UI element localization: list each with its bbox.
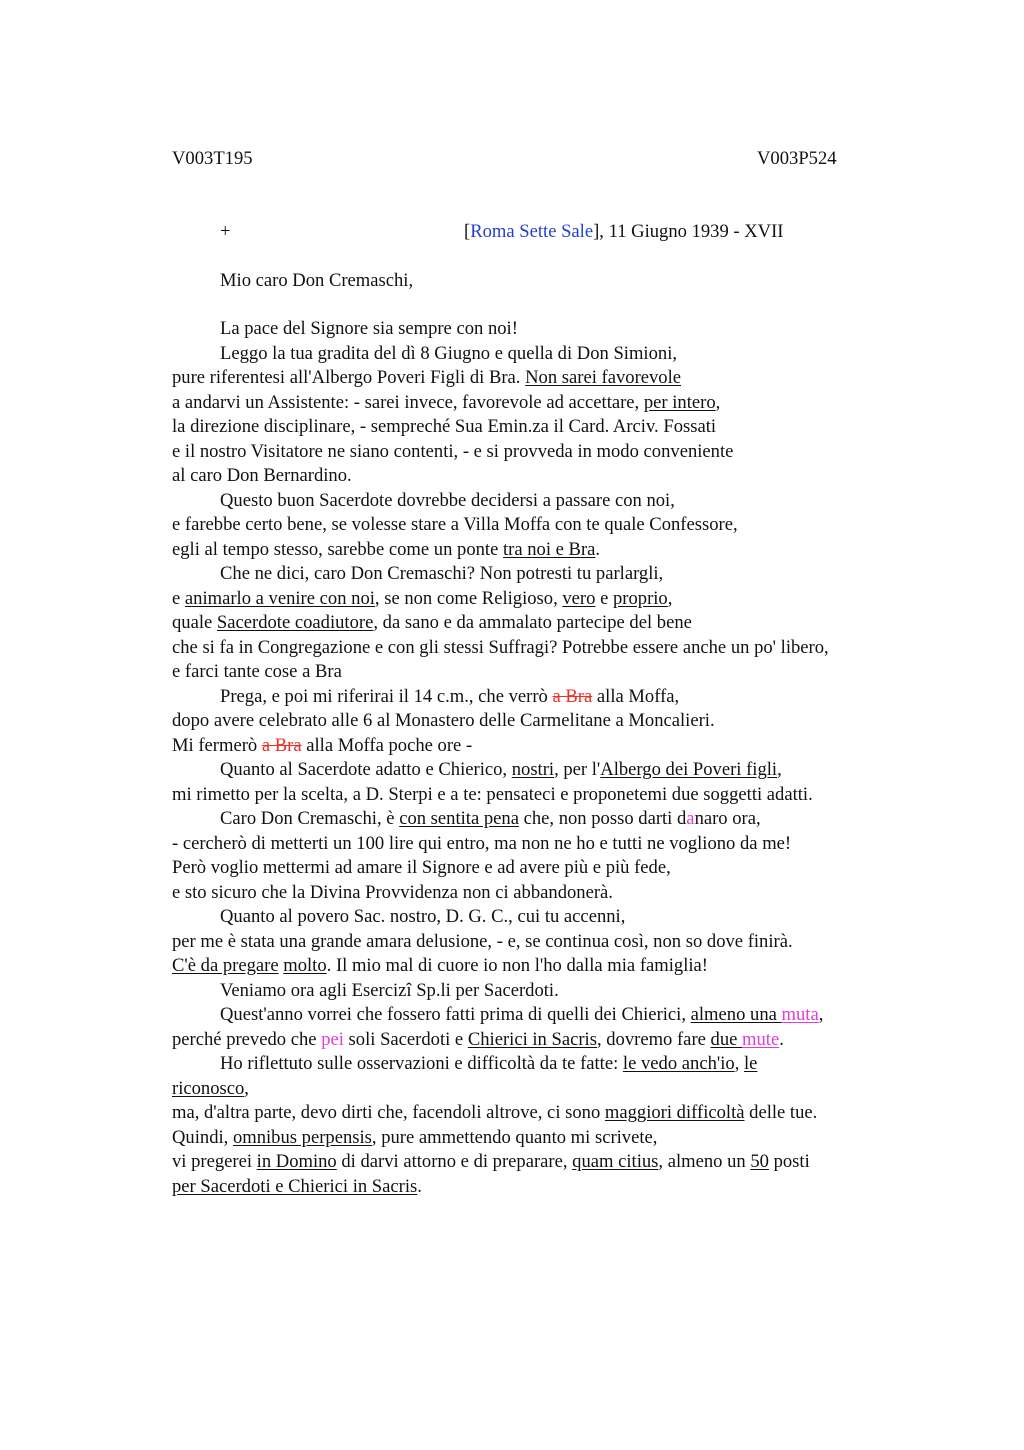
letter-line: dopo avere celebrato alle 6 al Monastero delle Carmelitane a Moncalieri. [172,710,715,731]
letter-line: Quanto al povero Sac. nostro, D. G. C., cui tu accenni, [220,906,626,927]
underlined-text: Chierici in Sacris [467,1029,597,1050]
letter-line [172,1101,817,1125]
letter-line: Che ne dici, caro Don Cremaschi? Non potresti tu parlargli, [220,563,664,584]
underlined-text: nostri [511,759,555,780]
letter-line [172,734,472,758]
underlined-text: almeno una [690,1004,782,1025]
text-run: quale [172,612,217,633]
underlined-text: maggiori difficoltà [604,1102,745,1123]
letter-line [172,1126,657,1150]
text-run: Quindi, [172,1127,233,1148]
underlined-text: 50 [750,1151,769,1172]
text-run: e [172,588,185,609]
text-run: pure riferentesi all'Albergo Poveri Figli di Bra. [172,367,526,388]
salutation: Mio caro Don Cremaschi, [220,270,414,291]
letter-line: - cercherò di metterti un 100 lire qui entro, ma non ne ho e tutti ne vogliono da me! [172,833,792,854]
text-run: . [779,1029,784,1050]
letter-line [172,391,720,415]
letter-line [172,1150,810,1174]
text-run: . Il mio mal di cuore io non l'ho dalla mia famiglia! [326,955,708,976]
text-run: alla Moffa poche ore - [301,735,473,756]
underlined-text: Non sarei favorevole [525,367,682,388]
letter-line: e sto sicuro che la Divina Provvidenza non ci abbandonerà. [172,882,613,903]
text-run: Prega, e poi mi riferirai il 14 c.m., che verrò [220,686,553,707]
letter-line [172,1028,784,1052]
letter-line: Leggo la tua gradita del dì 8 Giugno e quella di Don Simioni, [220,343,678,364]
dateline-date: ], 11 Giugno 1939 - XVII [593,221,784,242]
letter-line: per me è stata una grande amara delusione, - e, se continua così, non so dove finirà. [172,931,793,952]
underlined-text: Albergo dei Poveri figli [600,759,778,780]
text-run: Quest'anno vorrei che fossero fatti prima di quelli dei Chierici, [220,1004,691,1025]
underlined-text: per intero [643,392,716,413]
text-run: , [244,1078,249,1099]
letter-line: la direzione disciplinare, - sempreché Sua Emin.za il Card. Arciv. Fossati [172,416,717,437]
text-run: che, non posso darti d [518,808,687,829]
letter-line [220,758,782,782]
letter-line: Però voglio mettermi ad amare il Signore e ad avere più e più fede, [172,857,671,878]
underlined-text: quam citius [572,1151,659,1172]
letter-line: La pace del Signore sia sempre con noi! [220,318,518,339]
text-run: Quanto al Sacerdote adatto e Chierico, [220,759,512,780]
underlined-text: C'è da pregare [172,955,279,976]
text-run: . [417,1176,422,1197]
underlined-text: vero [562,588,596,609]
text-run: Mi fermerò [172,735,262,756]
letter-line [172,538,600,562]
text-run: naro ora, [694,808,761,829]
letter-line [220,1052,757,1076]
underlined-text: tra noi e Bra [502,539,596,560]
underlined-text: riconosco [172,1078,245,1099]
struck-text: a Bra [261,735,302,756]
underlined-text: con sentita pena [399,808,519,829]
text-run: , [715,392,721,413]
text-run: , almeno un [658,1151,751,1172]
corrected-word: pei [321,1029,344,1050]
letter-line [172,366,681,390]
cross-mark: + [220,221,231,242]
letter-line: e il nostro Visitatore ne siano contenti, - e si provveda in modo conveniente [172,441,734,462]
text-run: delle tue. [744,1102,818,1123]
document-code-left: V003T195 [172,148,253,169]
text-run: posti [768,1151,810,1172]
text-run: e [595,588,613,609]
text-run: , per l' [554,759,601,780]
struck-text: a Bra [552,686,593,707]
text-run: , [667,588,673,609]
letter-line [172,1077,249,1101]
letter-line [172,1175,422,1199]
letter-line [172,587,672,611]
letter-line: mi rimetto per la scelta, a D. Sterpi e a te: pensateci e proponetemi due soggetti adatti. [172,784,813,805]
letter-line: al caro Don Bernardino. [172,465,352,486]
letter-line: e farci tante cose a Bra [172,661,342,682]
text-run: ma, d'altra parte, devo dirti che, facendoli altrove, ci sono [172,1102,605,1123]
text-run: Ho riflettuto sulle osservazioni e difficoltà da te fatte: [220,1053,623,1074]
letter-line [172,611,692,635]
dateline [464,220,784,244]
text-run: , pure ammettendo quanto mi scrivete, [371,1127,658,1148]
text-run: alla Moffa, [592,686,680,707]
text-run: vi pregerei [172,1151,257,1172]
text-run: a andarvi un Assistente: - sarei invece, favorevole ad accettare, [172,392,644,413]
underlined-text: animarlo a venire con noi [184,588,375,609]
text-run: , [734,1053,744,1074]
underlined-text: omnibus perpensis [232,1127,372,1148]
underlined-text: le vedo anch'io [622,1053,735,1074]
text-run: perché prevedo che [172,1029,322,1050]
text-run: egli al tempo stesso, sarebbe come un ponte [172,539,503,560]
letter-line [220,685,679,709]
corrected-letter: a [686,808,695,829]
text-run: , se non come Religioso, [374,588,563,609]
dateline-bracket: [ [464,221,471,242]
underlined-text: per Sacerdoti e Chierici in Sacris [172,1176,418,1197]
letter-line: che si fa in Congregazione e con gli stessi Suffragi? Potrebbe essere anche un po' libero, [172,637,829,658]
text-run: , [777,759,782,780]
text-run: Sp.li per Sacerdoti. [411,980,559,1001]
underlined-text: molto [283,955,327,976]
text-run: soli Sacerdoti e [343,1029,468,1050]
underlined-text: due [710,1029,743,1050]
text-run: Veniamo ora agli Esercizî [220,980,412,1001]
letter-line [220,807,761,831]
text-run: Caro Don Cremaschi, è [220,808,400,829]
letter-line: e farebbe certo bene, se volesse stare a Villa Moffa con te quale Confessore, [172,514,738,535]
letter-line [220,1003,823,1027]
letter-line [220,979,559,1003]
letter-line: Questo buon Sacerdote dovrebbe decidersi a passare con noi, [220,490,675,511]
underlined-text: Sacerdote coadiutore [216,612,374,633]
dateline-place: Roma Sette Sale [470,221,594,242]
text-run: , da sano e da ammalato partecipe del bene [373,612,692,633]
text-run: di darvi attorno e di preparare, [336,1151,573,1172]
underlined-text: in Domino [256,1151,337,1172]
letter-line [172,954,708,978]
underlined-text: le [744,1053,758,1074]
text-run: , dovremo fare [596,1029,711,1050]
corrected-word: mute [742,1029,780,1050]
corrected-word: muta [781,1004,819,1025]
underlined-text: proprio [612,588,668,609]
text-run: . [595,539,601,560]
text-run: , [818,1004,824,1025]
document-code-right: V003P524 [757,148,837,169]
